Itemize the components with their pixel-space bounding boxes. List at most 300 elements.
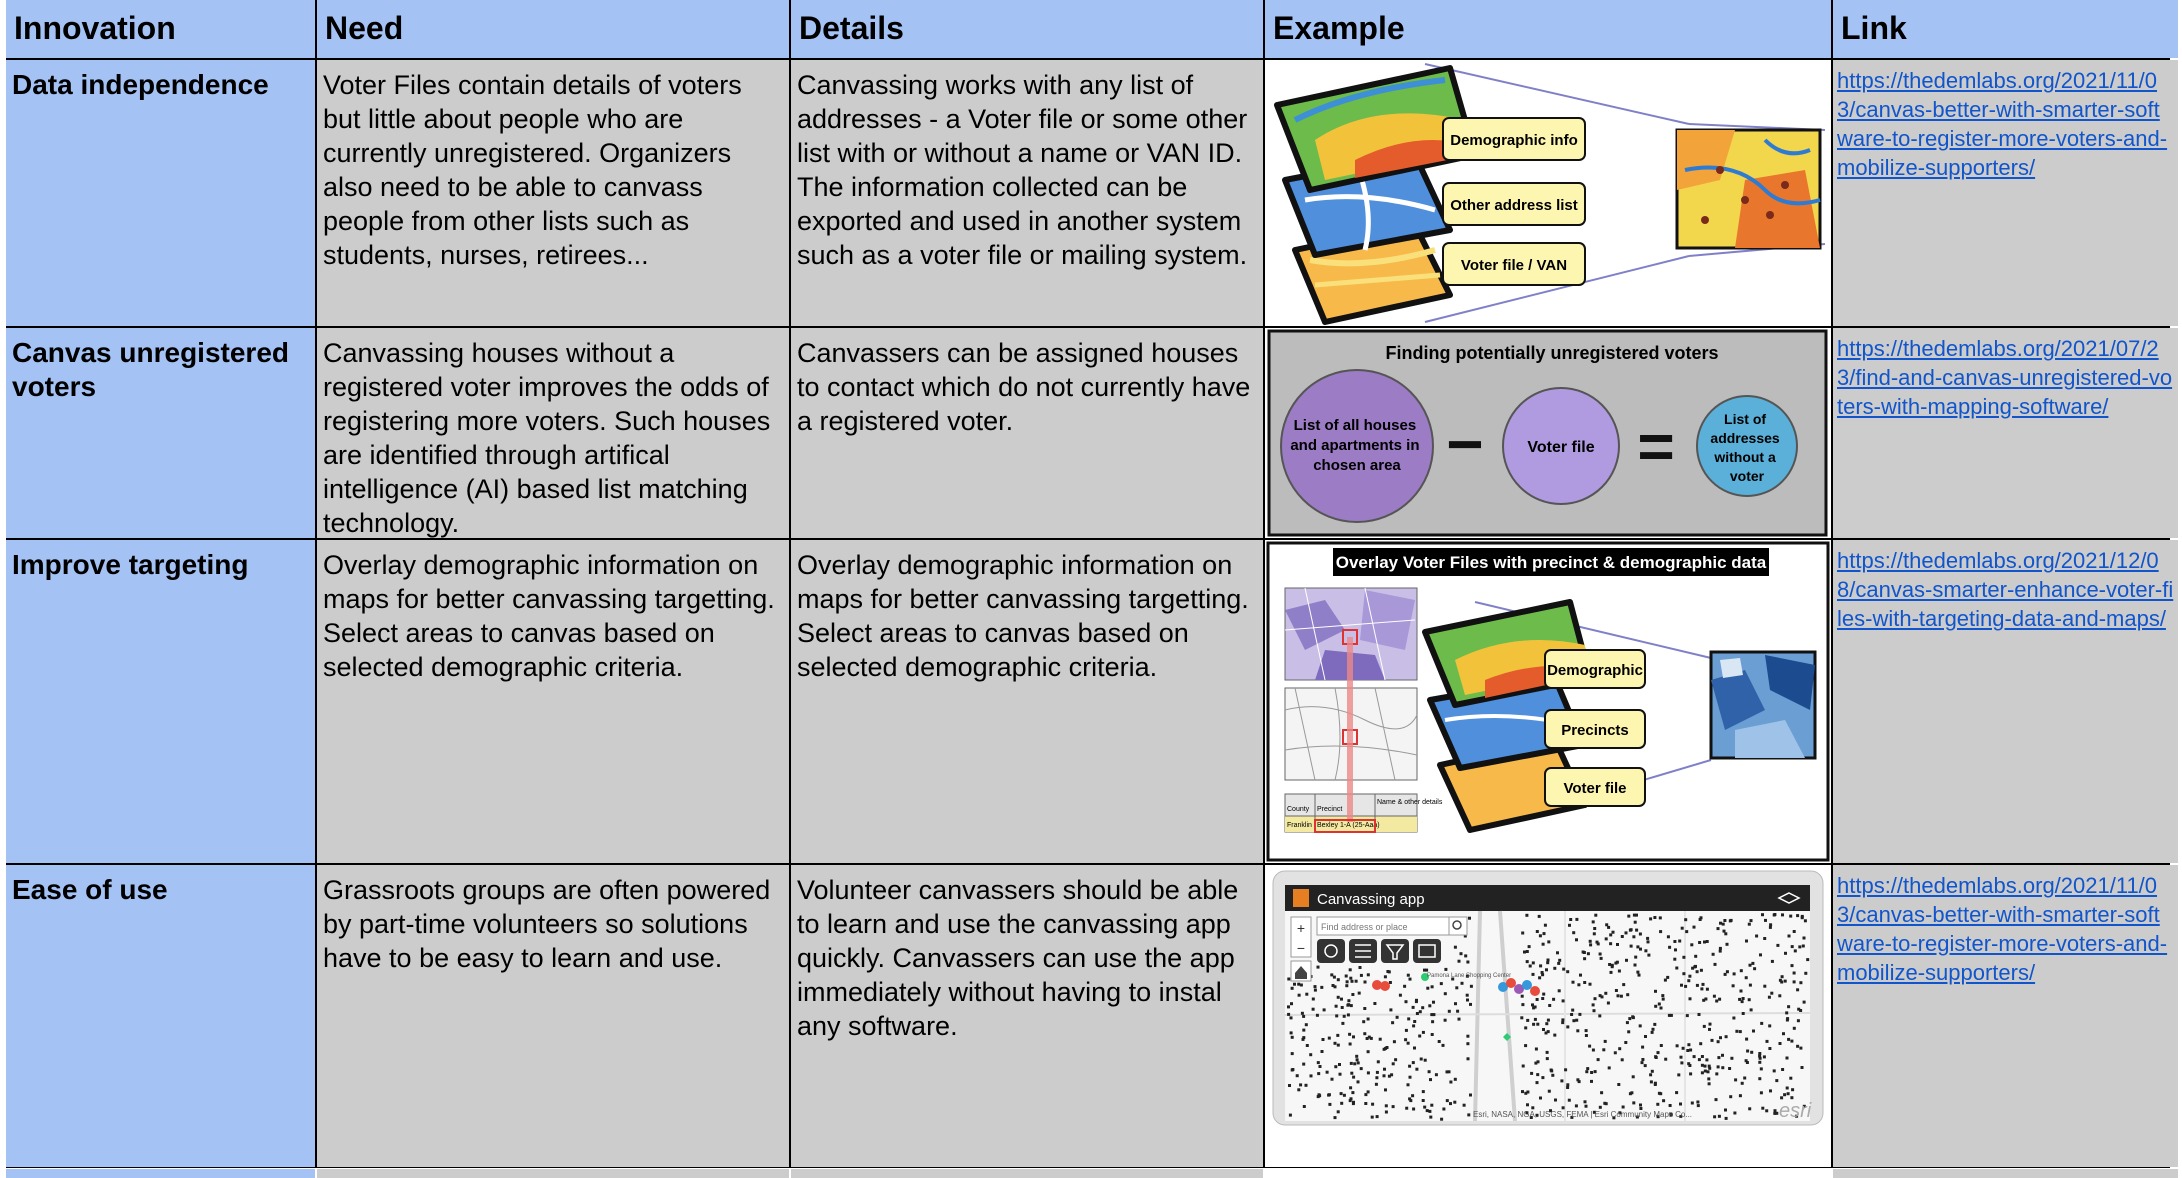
house-dot	[1781, 913, 1784, 916]
house-dot	[1704, 1065, 1707, 1068]
house-dot	[1538, 976, 1541, 979]
house-dot	[1654, 1082, 1657, 1085]
house-dot	[1557, 962, 1560, 965]
house-dot	[1610, 971, 1613, 974]
house-dot	[1769, 926, 1772, 929]
house-dot	[1429, 1078, 1432, 1081]
house-dot	[1358, 992, 1361, 995]
house-dot	[1726, 970, 1729, 973]
house-dot	[1739, 1094, 1742, 1097]
house-dot	[1659, 916, 1662, 919]
house-dot	[1684, 985, 1687, 988]
house-dot	[1352, 1035, 1355, 1038]
need-cell[interactable]: Voter Files contain details of voters but little about people who are currently unregistered. Organizers also need to be able to canvass people from other lists such as students, nurses, retirees...	[317, 60, 789, 326]
house-dot	[1463, 1104, 1466, 1107]
house-dot	[1524, 1026, 1527, 1029]
svg-text:Precinct: Precinct	[1317, 806, 1343, 813]
house-dot	[1779, 979, 1782, 982]
house-dot	[1763, 937, 1766, 940]
house-dot	[1667, 935, 1670, 938]
house-dot	[1405, 1029, 1408, 1032]
house-dot	[1572, 931, 1575, 934]
example-app-screenshot[interactable]	[1265, 865, 1831, 1167]
house-dot	[1639, 933, 1642, 936]
house-dot	[1803, 937, 1806, 940]
house-dot	[1456, 1010, 1459, 1013]
house-dot	[1639, 1104, 1642, 1107]
house-dot	[1424, 1059, 1427, 1062]
house-dot	[1723, 930, 1726, 933]
house-dot	[1799, 981, 1802, 984]
house-dot	[1547, 1019, 1550, 1022]
details-cell[interactable]: Canvassers can be assigned houses to contact which do not currently have a registered voter.	[791, 328, 1263, 538]
example-targeting-image[interactable]	[1265, 540, 1831, 863]
house-dot	[1548, 1090, 1551, 1093]
header-example: Example	[1265, 0, 1831, 58]
house-dot	[1409, 978, 1412, 981]
house-dot	[1748, 1107, 1751, 1110]
house-dot	[1722, 923, 1725, 926]
house-dot	[1435, 1073, 1438, 1076]
house-dot	[1604, 992, 1607, 995]
house-dot	[1291, 1036, 1294, 1039]
house-dot	[1343, 1015, 1346, 1018]
house-dot	[1544, 924, 1547, 927]
svg-text:Voter file: Voter file	[1563, 780, 1627, 797]
house-dot	[1691, 967, 1694, 970]
house-dot	[1337, 1110, 1340, 1113]
house-dot	[1794, 949, 1797, 952]
house-dot	[1413, 1020, 1416, 1023]
house-dot	[1366, 1037, 1369, 1040]
house-dot	[1785, 1011, 1788, 1014]
house-dot	[1367, 1050, 1370, 1053]
house-dot	[1339, 1073, 1342, 1076]
house-dot	[1793, 1027, 1796, 1030]
house-dot	[1723, 919, 1726, 922]
house-dot	[1750, 919, 1753, 922]
innovation-cell[interactable]: Ease of use	[6, 865, 315, 1167]
house-dot	[1531, 1106, 1534, 1109]
house-dot	[1789, 1077, 1792, 1080]
house-dot	[1370, 1037, 1373, 1040]
house-dot	[1708, 1082, 1711, 1085]
house-dot	[1561, 1021, 1564, 1024]
house-dot	[1532, 973, 1535, 976]
house-dot	[1357, 1080, 1360, 1083]
house-dot	[1524, 1044, 1527, 1047]
house-dot	[1531, 1003, 1534, 1006]
svg-text:Bexley 1-A (25-Aaa): Bexley 1-A (25-Aaa)	[1317, 822, 1380, 829]
house-dot	[1576, 1029, 1579, 1032]
house-dot	[1312, 998, 1315, 1001]
house-dot	[1659, 1092, 1662, 1095]
house-dot	[1340, 1092, 1343, 1095]
minus-sign: −	[1446, 408, 1484, 480]
house-dot	[1383, 1068, 1386, 1071]
house-dot	[1616, 961, 1619, 964]
house-dot	[1728, 1067, 1731, 1070]
house-dot	[1780, 1096, 1783, 1099]
house-dot	[1314, 989, 1317, 992]
house-dot	[1690, 943, 1693, 946]
zoom-in-icon: +	[1296, 920, 1306, 936]
house-dot	[1454, 946, 1457, 949]
house-dot	[1305, 1084, 1308, 1087]
house-dot	[1684, 918, 1687, 921]
house-dot	[1534, 1018, 1537, 1021]
house-dot	[1698, 1013, 1701, 1016]
house-dot	[1302, 1038, 1305, 1041]
house-dot	[1646, 937, 1649, 940]
house-dot	[1350, 1062, 1353, 1065]
house-dot	[1639, 948, 1642, 951]
house-dot	[1712, 953, 1715, 956]
house-dot	[1775, 1079, 1778, 1082]
house-dot	[1779, 1042, 1782, 1045]
house-dot	[1467, 1057, 1470, 1060]
house-dot	[1686, 1014, 1689, 1017]
addresses-without-voter-circle	[1697, 396, 1797, 496]
house-dot	[1635, 929, 1638, 932]
house-dot	[1686, 1049, 1689, 1052]
house-dot	[1444, 1019, 1447, 1022]
house-dot	[1614, 1051, 1617, 1054]
house-dot	[1773, 913, 1776, 916]
house-dot	[1804, 972, 1807, 975]
house-dot	[1466, 961, 1469, 964]
house-dot	[1698, 941, 1701, 944]
house-dot	[1654, 990, 1657, 993]
house-dot	[1530, 1072, 1533, 1075]
house-dot	[1618, 1047, 1621, 1050]
house-dot	[1408, 1097, 1411, 1100]
house-dot	[1604, 1040, 1607, 1043]
house-dot	[1677, 1073, 1680, 1076]
innovation-cell[interactable]: Canvas unregistered voters	[6, 328, 315, 538]
map-attribution: Esri, NASA, NGA, USGS, FEMA | Esri Community Maps Co...	[1473, 1110, 1693, 1119]
svg-text:List of all houses a: List of all houses and apartments in chosen area	[1290, 417, 1420, 474]
house-dot	[1627, 1030, 1630, 1033]
svg-text:Name & other details: Name & other details	[1377, 799, 1443, 806]
house-dot	[1759, 953, 1762, 956]
svg-text:Franklin: Franklin	[1287, 822, 1312, 829]
house-dot	[1389, 1008, 1392, 1011]
house-dot	[1627, 915, 1630, 918]
house-dot	[1444, 968, 1447, 971]
house-dot	[1714, 963, 1717, 966]
house-dot	[1732, 984, 1735, 987]
house-dot	[1701, 1064, 1704, 1067]
house-dot	[1575, 938, 1578, 941]
article-link[interactable]: https://thedemlabs.org/2021/12/08/canvas-smarter-enhance-voter-files-with-targeting-data-and-maps/	[1833, 540, 2178, 863]
house-dot	[1356, 1058, 1359, 1061]
house-dot	[1349, 1086, 1352, 1089]
header-innovation: Innovation	[6, 0, 315, 58]
house-dot	[1336, 1034, 1339, 1037]
house-dot	[1641, 1046, 1644, 1049]
house-dot	[1440, 982, 1443, 985]
house-dot	[1319, 1065, 1322, 1068]
house-dot	[1666, 976, 1669, 979]
house-dot	[1659, 930, 1662, 933]
label-other-address-list	[1443, 183, 1585, 225]
unregistered-diagram	[1265, 328, 1831, 538]
house-dot	[1596, 941, 1599, 944]
diagram-title: Overlay Voter Files with precinct & demographic data	[1335, 553, 1767, 572]
details-cell[interactable]: Canvassing works with any list of addresses - a Voter file or some other list with or without a name or VAN ID. The information collected can be exported and used in another system such as a voter file or mailing system.	[791, 60, 1263, 326]
article-link[interactable]: https://thedemlabs.org/2021/07/23/find-and-canvas-unregistered-voters-with-mapping-software/	[1833, 328, 2178, 538]
house-dot	[1680, 1061, 1683, 1064]
house-dot	[1796, 988, 1799, 991]
house-dot	[1721, 1054, 1724, 1057]
house-dot	[1594, 997, 1597, 1000]
house-dot	[1782, 1032, 1785, 1035]
house-dot	[1749, 984, 1752, 987]
house-dot	[1763, 1055, 1766, 1058]
house-dot	[1804, 919, 1807, 922]
house-dot	[1660, 1044, 1663, 1047]
house-dot	[1446, 1099, 1449, 1102]
house-dot	[1444, 992, 1447, 995]
house-dot	[1621, 1058, 1624, 1061]
house-dot	[1589, 940, 1592, 943]
house-dot	[1331, 1078, 1334, 1081]
article-link[interactable]: https://thedemlabs.org/2021/11/03/canvas-better-with-smarter-software-to-register-more-voters-and-mobilize-supporters/	[1833, 865, 2178, 1167]
house-dot	[1418, 1035, 1421, 1038]
house-dot	[1317, 1095, 1320, 1098]
house-dot	[1290, 1002, 1293, 1005]
house-dot	[1593, 927, 1596, 930]
house-dot	[1386, 970, 1389, 973]
house-dot	[1758, 1052, 1761, 1055]
label-voter-file-van	[1443, 243, 1585, 285]
house-dot	[1719, 922, 1722, 925]
example-layers-image[interactable]	[1265, 60, 1831, 326]
house-dot	[1592, 1003, 1595, 1006]
house-dot	[1373, 1002, 1376, 1005]
house-dot	[1407, 1083, 1410, 1086]
house-dot	[1706, 988, 1709, 991]
house-dot	[1360, 974, 1363, 977]
house-dot	[1603, 1102, 1606, 1105]
header-details: Details	[791, 0, 1263, 58]
house-dot	[1662, 998, 1665, 1001]
house-dot	[1536, 998, 1539, 1001]
house-dot	[1466, 999, 1469, 1002]
house-dot	[1725, 1117, 1728, 1120]
diagram-title: Finding potentially unregistered voters	[1385, 343, 1719, 363]
house-dot	[1578, 1013, 1581, 1016]
house-dot	[1335, 1005, 1338, 1008]
article-link[interactable]: https://thedemlabs.org/2021/11/03/canvas-better-with-smarter-software-to-register-more-voters-and-mobilize-supporters/	[1833, 60, 2178, 326]
house-dot	[1724, 932, 1727, 935]
house-dot	[1703, 1025, 1706, 1028]
house-dot	[1696, 1101, 1699, 1104]
house-dot	[1632, 935, 1635, 938]
house-dot	[1571, 1009, 1574, 1012]
next-row-link-cell	[1833, 1169, 2178, 1178]
house-dot	[1788, 935, 1791, 938]
house-dot	[1680, 984, 1683, 987]
house-dot	[1599, 994, 1602, 997]
house-dot	[1638, 974, 1641, 977]
house-dot	[1364, 1102, 1367, 1105]
house-dot	[1626, 993, 1629, 996]
house-dot	[1791, 1088, 1794, 1091]
house-dot	[1446, 1070, 1449, 1073]
svg-text:Voter file: Voter file	[1527, 439, 1595, 456]
house-dot	[1469, 1094, 1472, 1097]
house-dot	[1653, 916, 1656, 919]
svg-text:List of addresses: List of addresses without a voter	[1710, 411, 1780, 484]
house-dot	[1405, 1107, 1408, 1110]
house-dot	[1748, 923, 1751, 926]
house-dot	[1597, 1058, 1600, 1061]
house-dot	[1528, 945, 1531, 948]
house-dot	[1302, 1063, 1305, 1066]
house-dot	[1299, 1083, 1302, 1086]
house-dot	[1607, 1002, 1610, 1005]
need-cell[interactable]: Grassroots groups are often powered by part-time volunteers so solutions have to be easy to learn and use.	[317, 865, 789, 1167]
house-dot	[1332, 984, 1335, 987]
house-dot	[1541, 997, 1544, 1000]
house-dot	[1673, 958, 1676, 961]
house-dot	[1428, 1070, 1431, 1073]
house-dot	[1349, 977, 1352, 980]
house-dot	[1787, 1092, 1790, 1095]
house-dot	[1287, 978, 1290, 981]
house-dot	[1705, 1058, 1708, 1061]
svg-text:Find address or place: Find address or place	[1321, 922, 1408, 932]
house-dot	[1306, 1044, 1309, 1047]
house-dot	[1541, 1076, 1544, 1079]
house-dot	[1793, 930, 1796, 933]
house-dot	[1469, 1003, 1472, 1006]
house-dot	[1466, 1035, 1469, 1038]
house-dot	[1703, 941, 1706, 944]
house-dot	[1532, 961, 1535, 964]
house-dot	[1607, 926, 1610, 929]
details-cell[interactable]: Overlay demographic information on maps for better canvassing targetting. Select areas to canvas based on selected demographic criteria.	[791, 540, 1263, 863]
house-dot	[1376, 1115, 1379, 1118]
label-precincts	[1545, 710, 1645, 748]
house-dot	[1746, 1050, 1749, 1053]
house-dot	[1740, 969, 1743, 972]
house-dot	[1547, 959, 1550, 962]
house-dot	[1741, 1000, 1744, 1003]
house-dot	[1632, 1101, 1635, 1104]
house-dot	[1572, 981, 1575, 984]
house-dot	[1470, 985, 1473, 988]
canvassing-app-screenshot	[1265, 865, 1831, 1167]
house-dot	[1521, 932, 1524, 935]
house-dot	[1317, 1072, 1320, 1075]
house-dot	[1421, 1006, 1424, 1009]
svg-text:Other address list: Other address list	[1450, 197, 1578, 214]
house-dot	[1586, 1067, 1589, 1070]
house-dot	[1769, 923, 1772, 926]
place-label: Pamona Lane Shopping Center	[1427, 973, 1512, 979]
house-dot	[1408, 1065, 1411, 1068]
house-dot	[1458, 960, 1461, 963]
house-dot	[1546, 1051, 1549, 1054]
label-demographic	[1545, 650, 1645, 688]
house-dot	[1347, 1003, 1350, 1006]
house-dot	[1622, 983, 1625, 986]
house-dot	[1729, 1095, 1732, 1098]
house-dot	[1337, 978, 1340, 981]
house-dot	[1679, 1103, 1682, 1106]
house-dot	[1693, 926, 1696, 929]
house-dot	[1681, 927, 1684, 930]
house-dot	[1423, 1106, 1426, 1109]
house-dot	[1340, 1102, 1343, 1105]
house-dot	[1569, 918, 1572, 921]
house-dot	[1351, 993, 1354, 996]
inset-map-icon	[1677, 130, 1820, 248]
house-dot	[1448, 1010, 1451, 1013]
house-dot	[1287, 1005, 1290, 1008]
house-dot	[1385, 1111, 1388, 1114]
innovation-cell[interactable]: Data independence	[6, 60, 315, 326]
house-dot	[1585, 1105, 1588, 1108]
house-dot	[1415, 1000, 1418, 1003]
details-cell[interactable]: Volunteer canvassers should be able to learn and use the canvassing app quickly. Canvassers can use the app immediately without having to instal any software.	[791, 865, 1263, 1167]
house-dot	[1649, 1073, 1652, 1076]
house-dot	[1752, 1030, 1755, 1033]
house-dot	[1562, 999, 1565, 1002]
house-dot	[1419, 1010, 1422, 1013]
house-dot	[1769, 1089, 1772, 1092]
house-dot	[1634, 921, 1637, 924]
house-dot	[1801, 1066, 1804, 1069]
house-dot	[1428, 1110, 1431, 1113]
house-dot	[1453, 1101, 1456, 1104]
house-dot	[1770, 992, 1773, 995]
house-dot	[1753, 967, 1756, 970]
innovation-cell[interactable]: Improve targeting	[6, 540, 315, 863]
need-cell[interactable]: Canvassing houses without a registered voter improves the odds of registering more voters. Such houses are identified through artifical intelligence (AI) based list matching technology.	[317, 328, 789, 538]
house-dot	[1687, 1062, 1690, 1065]
house-dot	[1362, 1020, 1365, 1023]
house-dot	[1700, 916, 1703, 919]
house-dot	[1660, 1007, 1663, 1010]
house-dot	[1409, 1076, 1412, 1079]
house-dot	[1715, 1072, 1718, 1075]
next-row-details-cell	[791, 1169, 1263, 1178]
house-dot	[1412, 1006, 1415, 1009]
house-dot	[1568, 924, 1571, 927]
house-dot	[1616, 943, 1619, 946]
house-dot	[1632, 1075, 1635, 1078]
need-cell[interactable]: Overlay demographic information on maps for better canvassing targetting. Select areas to canvas based on selected demographic criteria.	[317, 540, 789, 863]
house-dot	[1717, 1040, 1720, 1043]
house-dot	[1561, 1018, 1564, 1021]
house-dot	[1334, 1065, 1337, 1068]
house-dot	[1522, 1065, 1525, 1068]
example-unregistered-image[interactable]	[1265, 328, 1831, 538]
house-dot	[1632, 1016, 1635, 1019]
house-dot	[1416, 1012, 1419, 1015]
esri-logo: esri	[1779, 1100, 1812, 1122]
house-dot	[1575, 1019, 1578, 1022]
house-dot	[1460, 952, 1463, 955]
house-dot	[1600, 1091, 1603, 1094]
house-dot	[1579, 974, 1582, 977]
house-dot	[1629, 1092, 1632, 1095]
house-dot	[1333, 976, 1336, 979]
